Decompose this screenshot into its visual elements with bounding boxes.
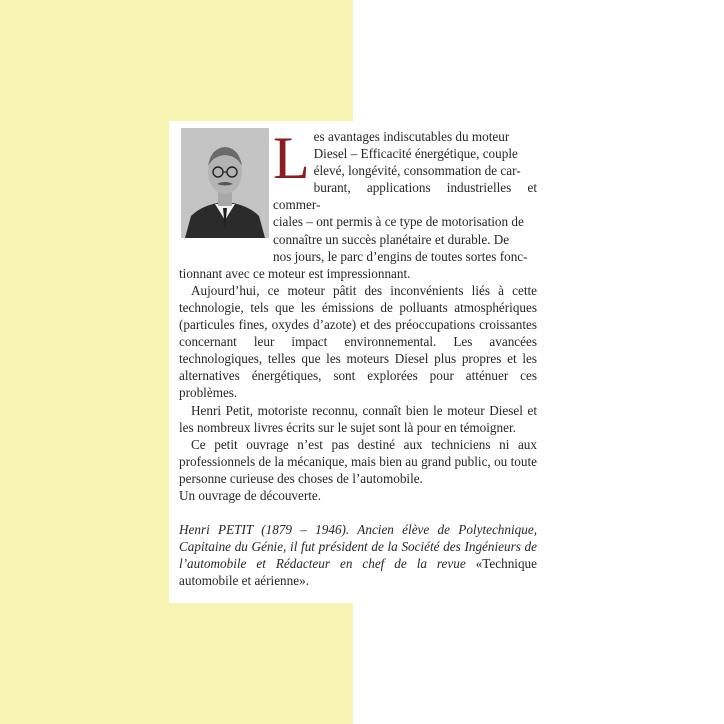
intro-line: es avantages indiscutables du moteur	[313, 129, 510, 144]
intro-line: tionnant avec ce moteur est impressionnant.	[179, 265, 411, 281]
closing-line: Un ouvrage de découverte.	[179, 487, 322, 503]
intro-line: connaître un succès planétaire et durable. De	[273, 231, 510, 247]
bio-italic-text: Henri PETIT (1879 – 1946). Ancien élève de Polytechnique, Capitaine du Génie, il fut président de la Société des Ingénieurs de l’automobile et Rédacteur en chef de la revue	[179, 522, 537, 572]
paragraph-drawbacks: Aujourd’hui, ce moteur pâtit des inconvénients liés à cette technologie, tels que les émissions de polluants atmosphériques (particules fines, oxydes d’azote) et des préoccupations croissantes concernant leur impact environnemental. Les avancées technologiques, telles que les moteurs Diesel plus propres et les alternatives énergétiques, sont explorées pour atténuer ces problèmes.	[179, 282, 537, 401]
intro-line: burant, applications industrielles et commer-	[273, 180, 537, 213]
intro-line: nos jours, le parc d’engins de toutes sortes fonc-	[273, 248, 528, 264]
back-cover-text	[179, 125, 537, 589]
intro-line: élevé, longévité, consommation de car-	[313, 163, 521, 179]
intro-line: ciales – ont permis à ce type de motorisation de	[273, 214, 524, 230]
paragraph-author: Henri Petit, motoriste reconnu, connaît bien le moteur Diesel et les nombreux livres écrits sur le sujet sont là pour en témoigner.	[179, 402, 537, 435]
bio-revue-title: «Technique automobile et aérienne».	[179, 556, 537, 589]
intro-paragraph	[179, 125, 537, 282]
drop-cap: L	[273, 125, 310, 191]
intro-line: Diesel – Efficacité énergétique, couple	[313, 146, 518, 162]
author-bio	[179, 521, 537, 589]
paragraph-audience: Ce petit ouvrage n’est pas destiné aux techniciens ni aux professionnels de la mécanique, mais bien au grand public, ou toute personne curieuse des choses de l’automobile.	[179, 436, 537, 486]
